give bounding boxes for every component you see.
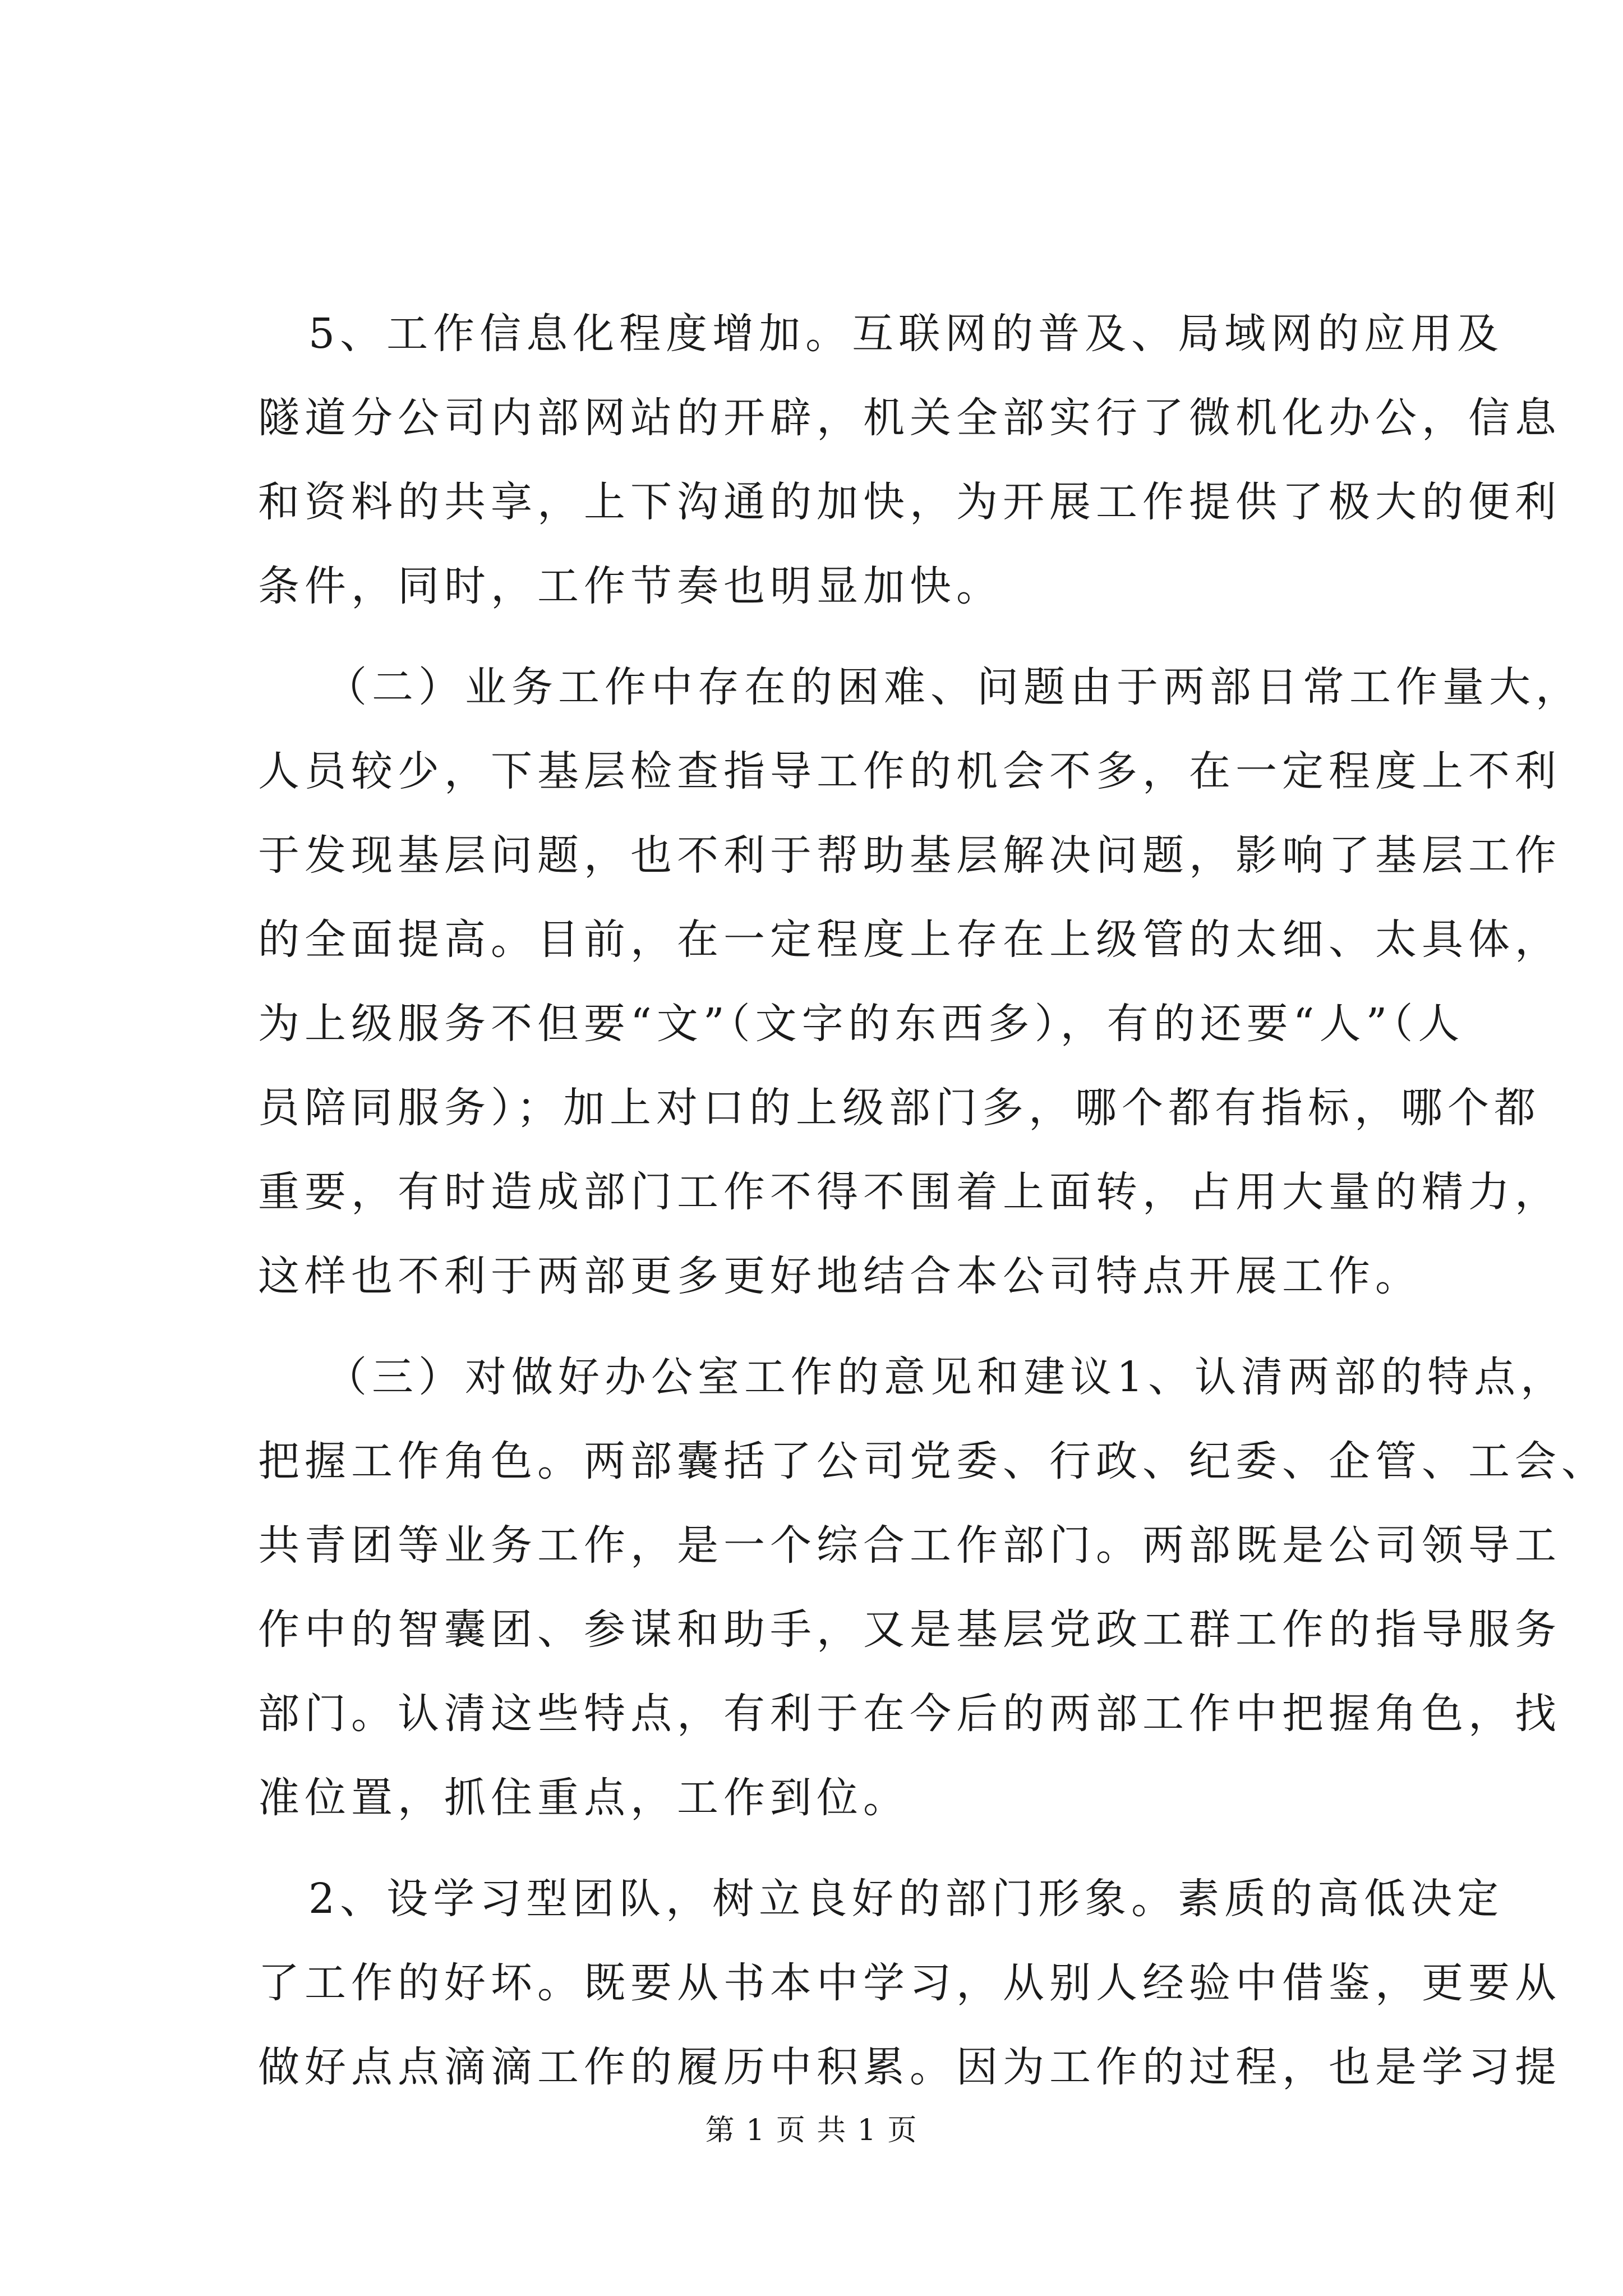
paragraph-line: （三）对做好办公室工作的意见和建议1、认清两部的特点， [325, 1353, 1567, 1401]
paragraph-line: 条件，同时，工作节奏也明显加快。 [258, 562, 1003, 610]
paragraph-line: 人员较少，下基层检查指导工作的机会不多，在一定程度上不利 [258, 747, 1561, 795]
paragraph-line: 员陪同服务）；加上对口的上级部门多，哪个都有指标，哪个都 [258, 1084, 1541, 1132]
paragraph-line: 部门。认清这些特点，有利于在今后的两部工作中把握角色，找 [258, 1690, 1561, 1738]
paragraph-line: 准位置，抓住重点，工作到位。 [258, 1774, 910, 1822]
paragraph-line: 于发现基层问题，也不利于帮助基层解决问题，影响了基层工作 [258, 831, 1561, 880]
paragraph-line: （二）业务工作中存在的困难、问题由于两部日常工作量大， [325, 663, 1582, 711]
paragraph-line: 和资料的共享，上下沟通的加快，为开展工作提供了极大的便利 [258, 478, 1561, 526]
page-number-footer: 第 1 页 共 1 页 [705, 2114, 918, 2147]
paragraph-line: 5、工作信息化程度增加。互联网的普及、局域网的应用及 [308, 310, 1504, 358]
paragraph-line: 作中的智囊团、参谋和助手，又是基层党政工群工作的指导服务 [258, 1605, 1561, 1654]
paragraph-line: 为上级服务不但要“文”（文字的东西多），有的还要“人”（人 [258, 1000, 1465, 1048]
paragraph-line: 这样也不利于两部更多更好地结合本公司特点开展工作。 [258, 1252, 1422, 1300]
paragraph-line: 2、设学习型团队，树立良好的部门形象。素质的高低决定 [308, 1875, 1504, 1923]
paragraph-line: 共青团等业务工作，是一个综合工作部门。两部既是公司领导工 [258, 1521, 1561, 1570]
paragraph-line: 做好点点滴滴工作的履历中积累。因为工作的过程，也是学习提 [258, 2043, 1561, 2091]
paragraph-4 [258, 1857, 1561, 2109]
paragraph-2 [258, 645, 1582, 1318]
paragraph-1 [258, 292, 1561, 628]
paragraph-line: 把握工作角色。两部囊括了公司党委、行政、纪委、企管、工会、 [258, 1437, 1608, 1485]
paragraph-line: 了工作的好坏。既要从书本中学习，从别人经验中借鉴，更要从 [258, 1959, 1561, 2007]
paragraph-line: 隧道分公司内部网站的开辟，机关全部实行了微机化办公，信息 [258, 394, 1561, 442]
document-body [258, 292, 1608, 2109]
paragraph-line: 的全面提高。目前，在一定程度上存在上级管的太细、太具体， [258, 915, 1561, 964]
paragraph-3 [258, 1335, 1608, 1840]
paragraph-line: 重要，有时造成部门工作不得不围着上面转，占用大量的精力， [258, 1168, 1561, 1216]
